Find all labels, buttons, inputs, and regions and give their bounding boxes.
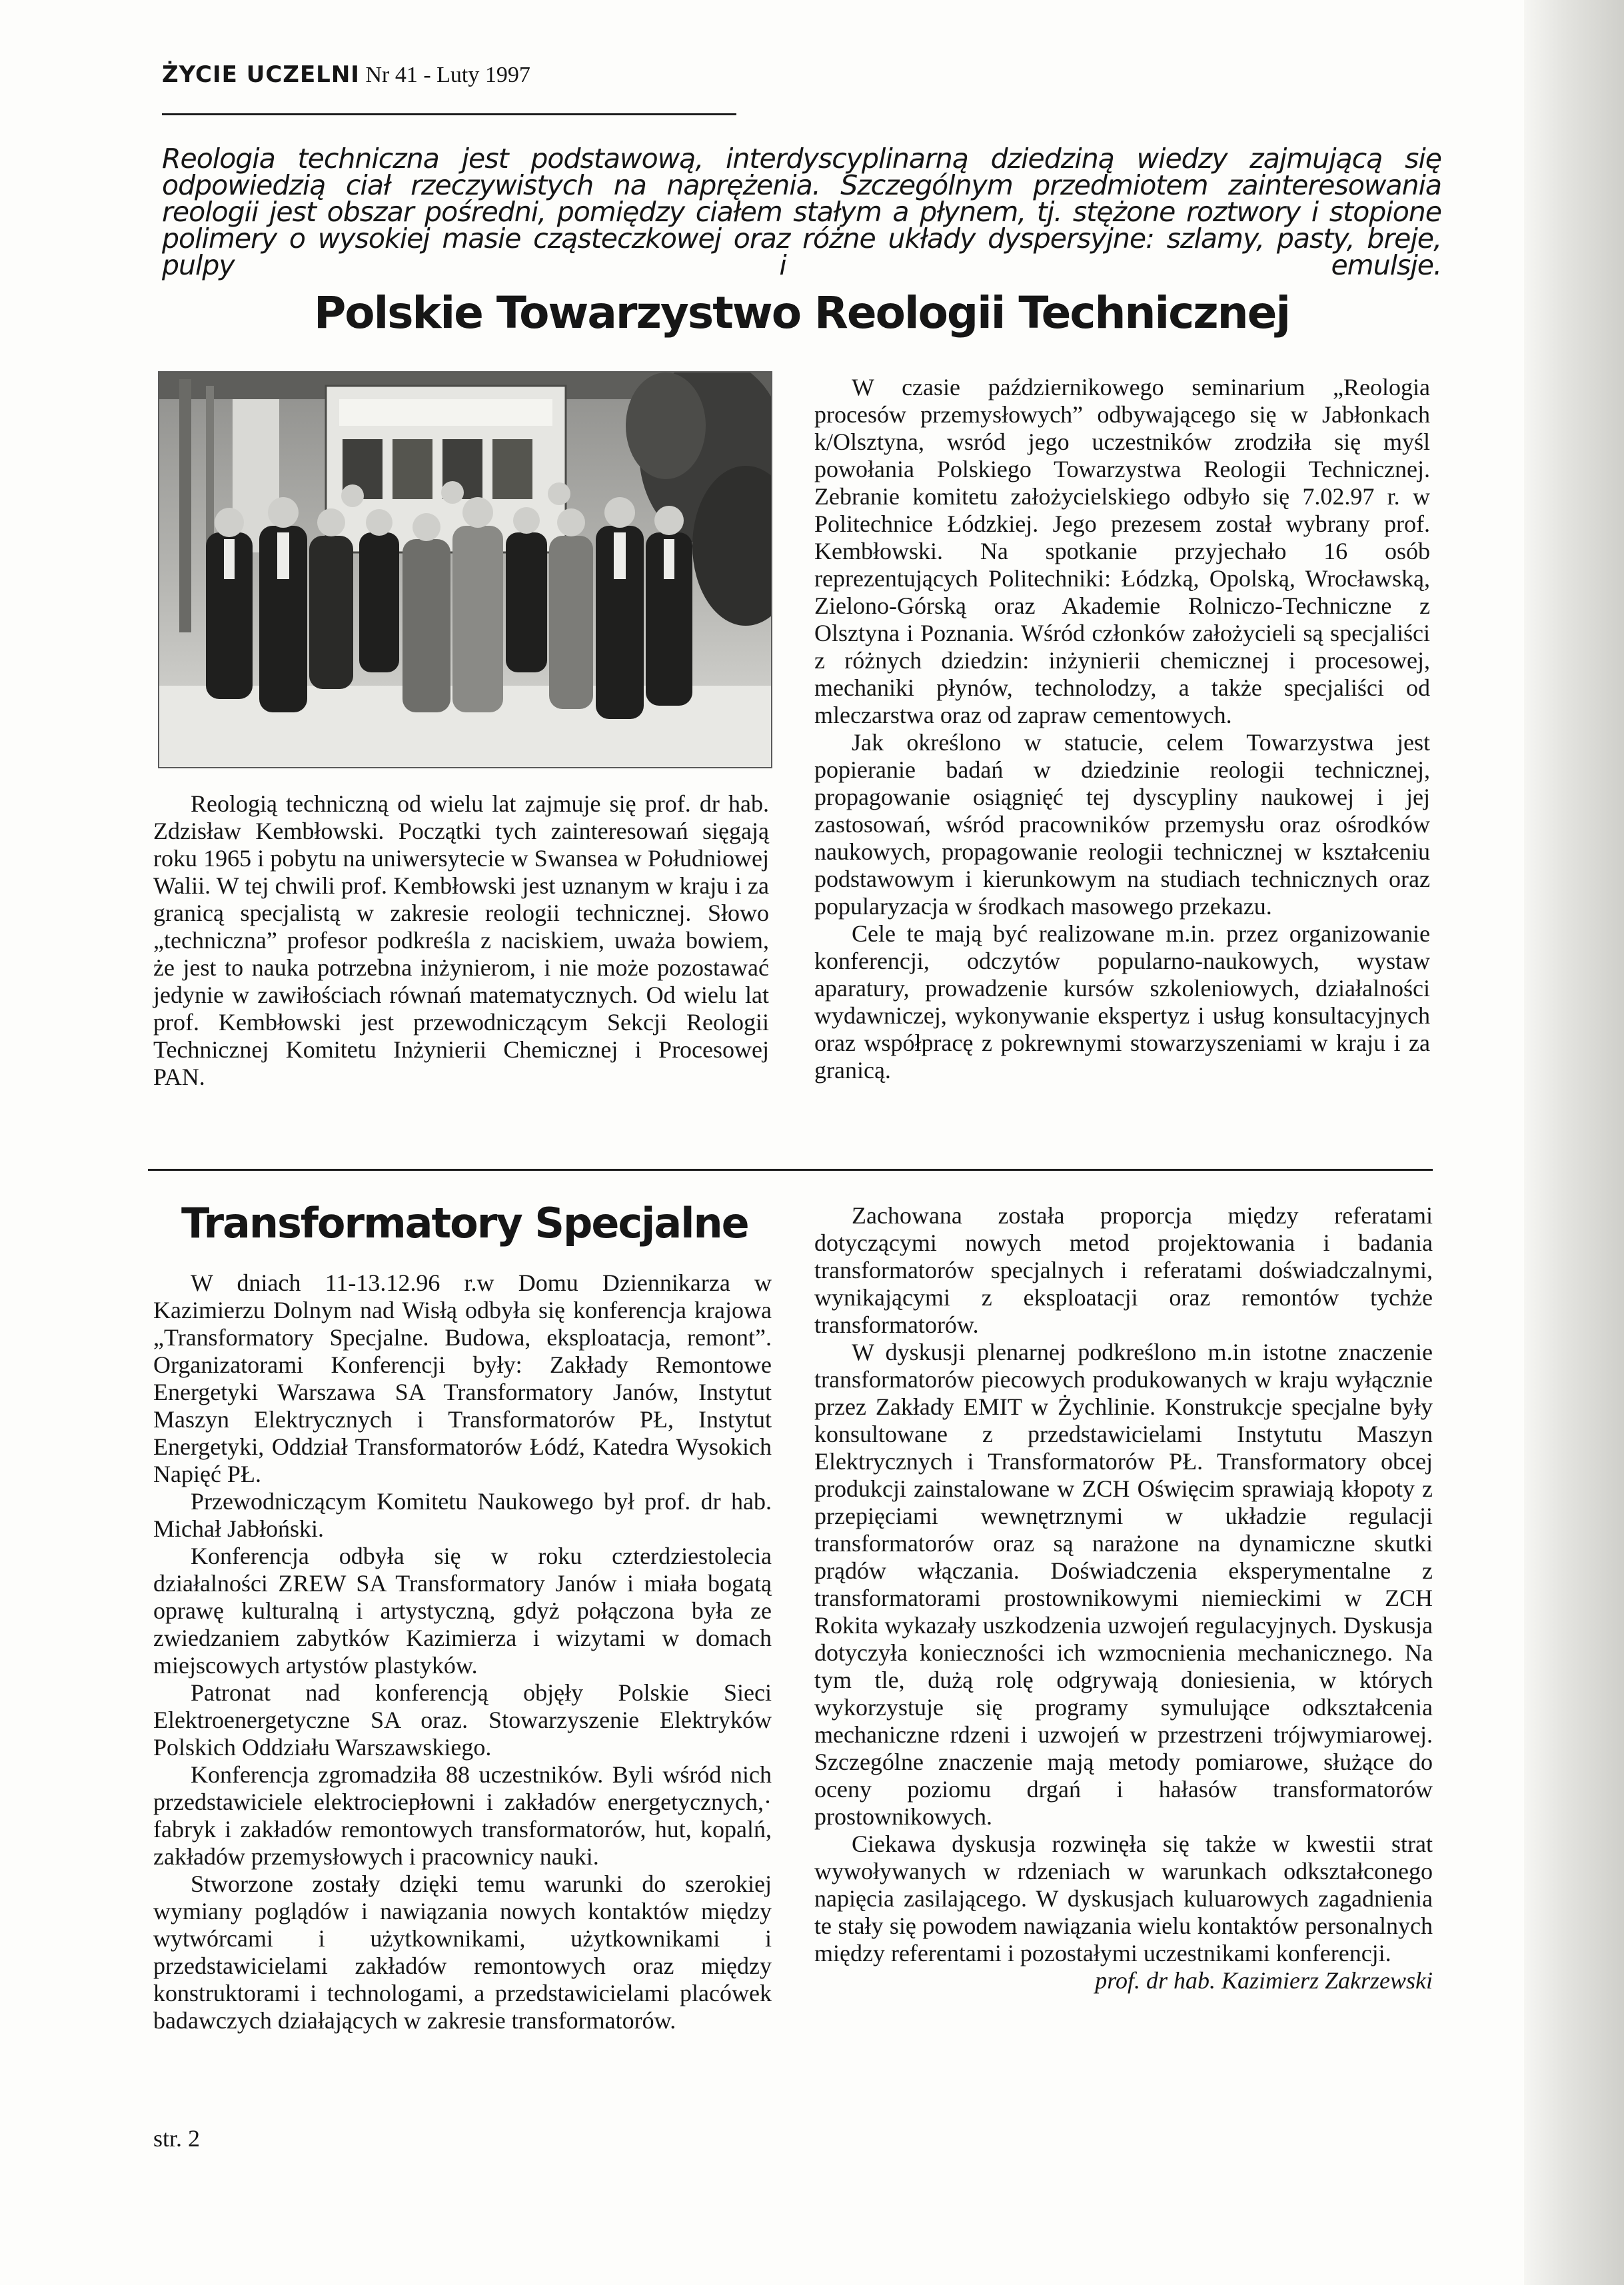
article2-right-column [814,1202,1433,1994]
article2-paragraph: W dyskusji plenarnej podkreślono m.in istotne znaczenie transformatorów piecowych produkowanych w kraju wyłącznie przez Zakłady EMIT w Żychlinie. Konstrukcje specjalne były konsultowane z przedstawicielami Instytutu Maszyn Elektrycznych i Transformatorów PŁ. Transformatory obcej produkcji zainstalowane w ZCH Oświęcim sprawiają kłopoty z przepięciami wewnętrznymi w układzie regulacji transformatorów oraz są narażone na dynamiczne skutki prądów włączania. Doświadczenia eksperymentalne z transformatorami prostownikowymi niemieckimi w ZCH Rokita wykazały uszkodzenia uzwojeń regulacyjnych. Dyskusja dotyczyła konieczności ich wzmocnienia mechanicznego. Na tym tle, dużą rolę odgrywają doniesienia, w których wykorzystuje się programy symulujące odkształcenia mechaniczne rdzeni i uzwojeń w przestrzeni trójwymiarowej. Szczególne znaczenie mają metody pomiarowe, służące do oceny poziomu drgań i hałasów transformatorów prostownikowych. [814,1339,1433,1830]
article2-paragraph: Zachowana została proporcja między referatami dotyczącymi nowych metod projektowania i badania transformatorów specjalnych i referatami doświadczalnymi, wynikającymi z eksploatacji oraz remontów tychże transformatorów. [814,1202,1433,1338]
article2-paragraph: Ciekawa dyskusja rozwinęła się także w kwestii strat wywoływanych w rdzeniach w warunkach odkształconego napięcia zasilającego. W dyskusjach kuluarowych zagadnienia te stały się powodem nawiązania wielu kontaktów personalnych między referentami i pozostałymi uczestnikami konferencji. [814,1831,1433,1966]
intro-lead: Reologia techniczna jest podstawową, interdyscyplinarną dziedziną wiedzy zajmującą się odpowiedzią ciał rzeczywistych na naprężenia. Szczególnym przedmiotem zainteresowania reologii jest obszar pośredni, pomiędzy ciałem stałym a płynem, tj. stężone roztwory i stopione polimery o wysokiej masie cząsteczkowej oraz różne układy dyspersyjne: szlamy, pasty, breje, pulpy i emulsje. [162,143,1441,281]
article1-left-column [153,790,769,1091]
masthead [162,61,530,88]
group-photo [158,371,772,768]
article2-paragraph: Patronat nad konferencją objęły Polskie Sieci Elektroenergetyczne SA oraz. Stowarzyszenie Elektryków Polskich Oddziału Warszawskiego. [153,1679,772,1761]
issue-info: Nr 41 - Luty 1997 [365,63,530,87]
article-title-rheology: Polskie Towarzystwo Reologii Technicznej [313,287,1290,339]
header-rule [162,113,736,115]
article1-paragraph: Jak określono w statucie, celem Towarzystwa jest popieranie badań w dziedzinie reologii technicznej, propagowanie osiągnięć tej dyscypliny naukowej i jej zastosowań, wśród pracowników przemysłu oraz ośrodków naukowych, propagowanie reologii technicznej w kształceniu podstawowym i kierunkowym na studiach technicznych oraz popularyzacja w środkach masowego przekazu. [814,729,1430,920]
article2-paragraph: Konferencja zgromadziła 88 uczestników. Byli wśród nich przedstawiciele elektrociepłowni i zakładów energetycznych,· fabryk i zakładów remontowych transformatorów, hut, kopalń, zakładów przemysłowych i pracownicy nauki. [153,1761,772,1870]
article2-left-column [153,1269,772,2034]
article2-paragraph: Przewodniczącym Komitetu Naukowego był prof. dr hab. Michał Jabłoński. [153,1488,772,1542]
article-title-transformers: Transformatory Specjalne [181,1199,748,1247]
section-divider [148,1169,1433,1171]
article1-paragraph: Cele te mają być realizowane m.in. przez organizowanie konferencji, odczytów popularno-naukowych, wystaw aparatury, prowadzenie kursów szkoleniowych, działalności wydawniczej, wykonywanie ekspertyz i usług konsultacyjnych oraz współpracę z pokrewnymi stowarzyszeniami w kraju i za granicą. [814,920,1430,1084]
article1-right-column [814,374,1430,1084]
author-signature: prof. dr hab. Kazimierz Zakrzewski [1095,1967,1433,1994]
group-photo-image [159,373,771,767]
publication-name: ŻYCIE UCZELNI [162,61,360,88]
article2-paragraph: Stworzone zostały dzięki temu warunki do szerokiej wymiany poglądów i nawiązania nowych kontaktów między wytwórcami i użytkownikami, użytkownikami i przedstawicielami zakładów remontowych oraz między konstruktorami i technologami, a przedstawicielami placówek badawczych działających w zakresie transformatorów. [153,1871,772,2034]
article1-paragraph: W czasie październikowego seminarium „Reologia procesów przemysłowych” odbywającego się w Jabłonkach k/Olsztyna, wsród jego uczestników zrodziła się myśl powołania Polskiego Towarzystwa Reologii Technicznej. Zebranie komitetu założycielskiego odbyło się 7.02.97 r. w Politechnice Łódzkiej. Jego prezesem został wybrany prof. Kembłowski. Na spotkanie przyjechało 16 osób reprezentujących Politechniki: Łódzką, Opolską, Wrocławską, Zielono-Górską oraz Akademie Rolniczo-Techniczne z Olsztyna i Poznania. Wśród członków założycieli są specjaliści z różnych dziedzin: inżynierii chemicznej i procesowej, mechaniki płynów, technolodzy, a także specjaliści od mleczarstwa oraz od zapraw cementowych. [814,374,1430,728]
page-number: str. 2 [153,2125,201,2152]
article2-paragraph: W dniach 11-13.12.96 r.w Domu Dziennikarza w Kazimierzu Dolnym nad Wisłą odbyła się konferencja krajowa „Transformatory Specjalne. Budowa, eksploatacja, remont”. Organizatorami Konferencji były: Zakłady Remontowe Energetyki Warszawa SA Transformatory Janów, Instytut Maszyn Elektrycznych i Transformatorów PŁ, Instytut Energetyki, Oddział Transformatorów Łódź, Katedra Wysokich Napięć PŁ. [153,1269,772,1487]
article2-paragraph: Konferencja odbyła się w roku czterdziestolecia działalności ZREW SA Transformatory Janów i miała bogatą oprawę kulturalną i artystyczną, gdyż połączona była ze zwiedzaniem zabytków Kazimierza i wizytami w domach miejscowych artystów plastyków. [153,1543,772,1679]
page-edge-shadow [1524,0,1624,2285]
article1-paragraph: Reologią techniczną od wielu lat zajmuje się prof. dr hab. Zdzisław Kembłowski. Początki tych zainteresowań sięgają roku 1965 i pobytu na uniwersytecie w Swansea w Południowej Walii. W tej chwili prof. Kembłowski jest uznanym w kraju i za granicą specjalistą w zakresie reologii technicznej. Słowo „techniczna” profesor podkreśla z naciskiem, uważa bowiem, że jest to nauka potrzebna inżynierom, i nie może pozostawać jedynie w zawiłościach równań matematycznych. Od wielu lat prof. Kembłowski jest przewodniczącym Sekcji Reologii Technicznej Komitetu Inżynierii Chemicznej i Procesowej PAN. [153,790,769,1090]
